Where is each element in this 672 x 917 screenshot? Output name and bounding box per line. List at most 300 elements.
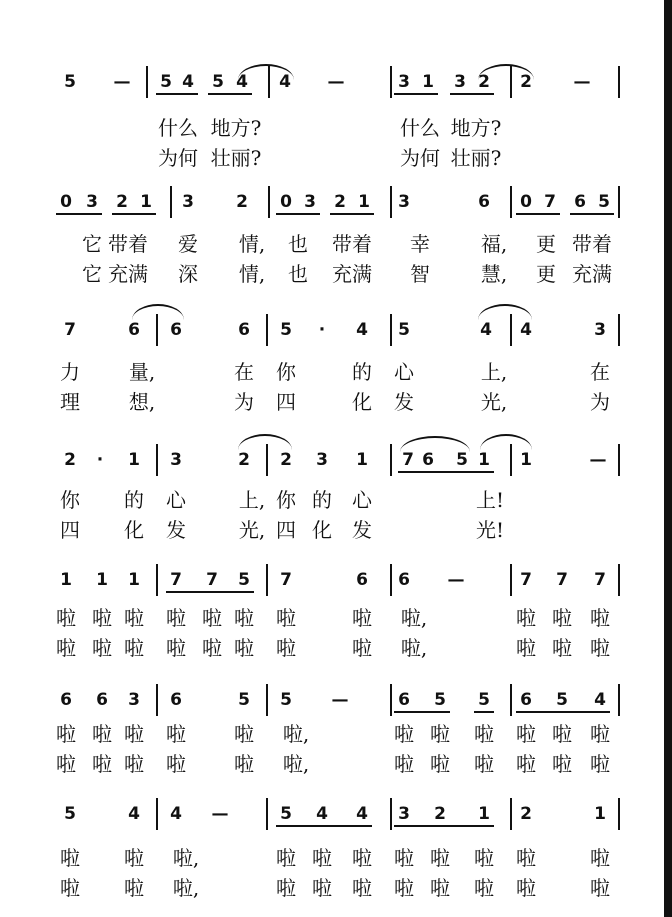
note: 4	[520, 320, 532, 340]
lyric-text: 更	[536, 262, 556, 286]
note: 0	[280, 192, 292, 212]
lyric-text: 它	[82, 232, 102, 256]
lyric-text: 四	[60, 518, 80, 542]
lyric-text: 为何	[400, 146, 440, 170]
note: 1	[594, 804, 606, 824]
note: 6	[574, 192, 586, 212]
lyric-text: 啦	[56, 606, 76, 630]
beam-underline	[330, 213, 374, 215]
notes-line	[0, 62, 672, 102]
lyric-text: 你	[60, 488, 80, 512]
lyrics-line-4a	[0, 488, 672, 516]
note: 3	[304, 192, 316, 212]
bar-line	[268, 186, 270, 218]
note: 6	[398, 690, 410, 710]
notes-line	[0, 440, 672, 480]
lyric-text: 心	[352, 488, 372, 512]
note: 6	[96, 690, 108, 710]
note: 2	[434, 804, 446, 824]
note: 1	[128, 450, 140, 470]
lyric-text: 地方?	[450, 116, 502, 140]
bar-line	[390, 564, 392, 596]
tie-arc	[400, 436, 470, 452]
lyric-text: 啦	[234, 636, 254, 660]
lyrics-line-6b	[0, 752, 672, 780]
lyric-text: 心	[394, 360, 414, 384]
lyric-text: 为	[234, 390, 254, 414]
score-row-2	[0, 182, 672, 222]
tie-arc	[478, 304, 532, 320]
bar-line	[146, 66, 148, 98]
lyric-text: 啦	[124, 846, 144, 870]
lyric-text: 啦	[430, 752, 450, 776]
lyric-text: 发	[166, 518, 186, 542]
note: 3	[454, 72, 466, 92]
lyric-text: 啦	[552, 722, 572, 746]
note: 1	[478, 450, 490, 470]
note: 7	[544, 192, 556, 212]
note: 4	[316, 804, 328, 824]
bar-line	[618, 564, 620, 596]
lyric-text: 力	[60, 360, 80, 384]
note: 6	[422, 450, 434, 470]
lyric-text: 什么	[400, 116, 440, 140]
bar-line	[156, 798, 158, 830]
note: 2	[334, 192, 346, 212]
note: 2	[64, 450, 76, 470]
note: 6	[60, 690, 72, 710]
lyric-text: 啦	[92, 752, 112, 776]
note: 3	[182, 192, 194, 212]
lyric-text: 发	[394, 390, 414, 414]
bar-line	[266, 314, 268, 346]
lyric-text: 慧,	[480, 262, 508, 286]
lyric-text: 啦	[60, 876, 80, 900]
lyric-text: 啦	[352, 846, 372, 870]
note: 3	[398, 72, 410, 92]
lyric-text: 啦	[552, 752, 572, 776]
lyric-text: 为	[590, 390, 610, 414]
lyric-text: 化	[312, 518, 332, 542]
note: 4	[236, 72, 248, 92]
lyric-text: 啦	[474, 722, 494, 746]
bar-line	[510, 564, 512, 596]
beam-underline	[56, 213, 102, 215]
lyrics-line-6a	[0, 722, 672, 750]
note: 5	[280, 320, 292, 340]
note: 6	[128, 320, 140, 340]
lyric-text: 啦	[276, 876, 296, 900]
lyric-text: 它	[82, 262, 102, 286]
beam-underline	[552, 711, 610, 713]
note: 3	[86, 192, 98, 212]
lyric-text: 带着	[572, 232, 612, 256]
note: 7	[170, 570, 182, 590]
lyric-text: 的	[124, 488, 144, 512]
lyrics-line-5a	[0, 606, 672, 634]
lyric-text: 光,	[480, 390, 508, 414]
lyric-text: 啦	[276, 846, 296, 870]
lyric-text: 四	[276, 390, 296, 414]
lyric-text: 啦	[166, 752, 186, 776]
note: 7	[520, 570, 532, 590]
lyric-text: 啦	[276, 606, 296, 630]
note: 2	[280, 450, 292, 470]
lyric-text: 啦	[202, 606, 222, 630]
lyric-text: 在	[590, 360, 610, 384]
lyric-text: 的	[312, 488, 332, 512]
lyric-text: 啦,	[400, 636, 428, 660]
beam-underline	[112, 213, 156, 215]
lyric-text: 啦	[56, 722, 76, 746]
bar-line	[390, 66, 392, 98]
lyric-text: 啦	[352, 636, 372, 660]
lyric-text: 更	[536, 232, 556, 256]
note: 2	[478, 72, 490, 92]
lyric-text: 为何	[158, 146, 198, 170]
tie-arc	[480, 434, 532, 450]
lyric-text: 啦	[590, 876, 610, 900]
bar-line	[390, 186, 392, 218]
lyric-text: 啦	[166, 606, 186, 630]
bar-line	[170, 186, 172, 218]
note: 5	[280, 690, 292, 710]
beam-underline	[398, 471, 494, 473]
lyric-text: 啦	[590, 606, 610, 630]
note: 1	[96, 570, 108, 590]
bar-line	[618, 684, 620, 716]
lyric-text: 啦	[202, 636, 222, 660]
tie-arc	[238, 64, 294, 80]
lyrics-line-2b	[0, 262, 672, 290]
lyric-text: 化	[352, 390, 372, 414]
note: 4	[356, 804, 368, 824]
note: 7	[556, 570, 568, 590]
bar-line	[266, 684, 268, 716]
lyric-text: 也	[288, 262, 308, 286]
lyric-text: 啦,	[172, 876, 200, 900]
lyric-text: 啦	[590, 752, 610, 776]
lyrics-line-3b	[0, 390, 672, 418]
lyric-text: 上!	[475, 488, 505, 512]
notes-line	[0, 794, 672, 834]
bar-line	[390, 684, 392, 716]
lyric-text: 啦	[352, 876, 372, 900]
lyric-text: 光!	[475, 518, 505, 542]
lyric-text: 啦	[394, 876, 414, 900]
note: 5	[212, 72, 224, 92]
note: 5	[238, 690, 250, 710]
lyrics-line-7a	[0, 846, 672, 874]
beam-underline	[516, 213, 560, 215]
score-row-7	[0, 794, 672, 834]
note: 0	[520, 192, 532, 212]
note: 5	[280, 804, 292, 824]
bar-line	[390, 314, 392, 346]
lyrics-line-3a	[0, 360, 672, 388]
lyric-text: 啦	[166, 636, 186, 660]
lyric-text: 啦	[474, 876, 494, 900]
bar-line	[510, 186, 512, 218]
lyric-text: 啦	[56, 752, 76, 776]
lyrics-line-1b	[0, 146, 672, 174]
lyric-text: 啦	[552, 636, 572, 660]
lyric-text: 上,	[480, 360, 508, 384]
note: 2	[116, 192, 128, 212]
score-row-4	[0, 440, 672, 480]
lyric-text: 啦	[516, 606, 536, 630]
note: 4	[279, 72, 291, 92]
note: 3	[128, 690, 140, 710]
lyric-text: 光,	[238, 518, 266, 542]
beam-underline	[394, 93, 438, 95]
beam-underline	[570, 213, 614, 215]
lyric-text: 啦	[394, 752, 414, 776]
bar-line	[156, 564, 158, 596]
lyric-text: 啦	[60, 846, 80, 870]
beam-underline	[394, 711, 450, 713]
lyric-text: 啦	[124, 752, 144, 776]
note: —	[589, 450, 607, 470]
note: —	[331, 690, 349, 710]
note: 0	[60, 192, 72, 212]
lyric-text: 啦	[312, 876, 332, 900]
lyric-text: 啦	[234, 722, 254, 746]
lyric-text: 壮丽?	[450, 146, 502, 170]
lyric-text: 量,	[128, 360, 156, 384]
lyric-text: 化	[124, 518, 144, 542]
note: 6	[170, 690, 182, 710]
bar-line	[510, 798, 512, 830]
lyric-text: 爱	[178, 232, 198, 256]
lyric-text: 充满	[108, 262, 148, 286]
note: 4	[128, 804, 140, 824]
note: 5	[478, 690, 490, 710]
lyrics-line-5b	[0, 636, 672, 664]
note: 6	[238, 320, 250, 340]
lyric-text: 啦	[124, 876, 144, 900]
lyric-text: 上,	[238, 488, 266, 512]
lyric-text: 啦	[124, 722, 144, 746]
lyric-text: 福,	[480, 232, 508, 256]
note: 5	[598, 192, 610, 212]
lyric-text: 什么	[158, 116, 198, 140]
lyric-text: 啦	[590, 722, 610, 746]
note: 1	[358, 192, 370, 212]
lyric-text: 理	[60, 390, 80, 414]
note: 3	[398, 804, 410, 824]
lyric-text: 啦	[474, 846, 494, 870]
note: —	[327, 72, 345, 92]
lyric-text: 啦	[92, 606, 112, 630]
score-row-3	[0, 310, 672, 350]
lyric-text: 啦	[276, 636, 296, 660]
lyric-text: 啦	[312, 846, 332, 870]
lyric-text: 啦	[394, 846, 414, 870]
note: 4	[480, 320, 492, 340]
beam-underline	[208, 93, 252, 95]
lyric-text: 四	[276, 518, 296, 542]
lyric-text: 啦	[516, 636, 536, 660]
beam-underline	[156, 93, 198, 95]
note: 1	[128, 570, 140, 590]
bar-line	[390, 444, 392, 476]
lyric-text: 你	[276, 488, 296, 512]
lyric-text: 想,	[128, 390, 156, 414]
lyric-text: 情,	[238, 262, 266, 286]
lyric-text: 啦	[56, 636, 76, 660]
note: 6	[520, 690, 532, 710]
note: 7	[402, 450, 414, 470]
bar-line	[618, 798, 620, 830]
note: 6	[356, 570, 368, 590]
beam-underline	[202, 591, 254, 593]
notes-line	[0, 182, 672, 222]
lyric-text: 智	[410, 262, 430, 286]
lyric-text: 啦	[516, 722, 536, 746]
lyric-text: 啦	[124, 636, 144, 660]
notes-line	[0, 680, 672, 720]
beam-underline	[276, 213, 320, 215]
lyric-text: 啦	[92, 722, 112, 746]
lyric-text: 啦	[590, 636, 610, 660]
lyric-text: 啦	[430, 876, 450, 900]
note: 5	[556, 690, 568, 710]
note: 5	[160, 72, 172, 92]
note: 1	[478, 804, 490, 824]
note: 3	[594, 320, 606, 340]
bar-line	[618, 186, 620, 218]
bar-line	[156, 444, 158, 476]
bar-line	[156, 684, 158, 716]
lyric-text: 啦	[352, 606, 372, 630]
note: 7	[594, 570, 606, 590]
score-row-5	[0, 560, 672, 600]
lyric-text: 啦	[516, 876, 536, 900]
score-row-6	[0, 680, 672, 720]
lyric-text: 啦	[430, 722, 450, 746]
lyric-text: 啦	[590, 846, 610, 870]
note: 3	[316, 450, 328, 470]
bar-line	[618, 444, 620, 476]
bar-line	[390, 798, 392, 830]
note: 3	[170, 450, 182, 470]
lyric-text: 壮丽?	[210, 146, 262, 170]
note: 1	[422, 72, 434, 92]
lyric-text: 啦	[234, 606, 254, 630]
notes-line	[0, 560, 672, 600]
lyric-text: 情,	[238, 232, 266, 256]
lyric-text: 带着	[108, 232, 148, 256]
lyrics-line-4b	[0, 518, 672, 546]
note: 5	[238, 570, 250, 590]
bar-line	[510, 684, 512, 716]
note: 5	[398, 320, 410, 340]
lyric-text: 啦,	[172, 846, 200, 870]
note: 4	[182, 72, 194, 92]
note: —	[573, 72, 591, 92]
lyric-text: 啦	[166, 722, 186, 746]
note: 4	[170, 804, 182, 824]
lyric-text: 啦	[394, 722, 414, 746]
note: —	[113, 72, 131, 92]
bar-line	[266, 564, 268, 596]
note: 5	[434, 690, 446, 710]
bar-line	[618, 314, 620, 346]
note: 2	[236, 192, 248, 212]
lyric-text: 啦,	[400, 606, 428, 630]
lyric-text: 心	[166, 488, 186, 512]
beam-underline	[474, 711, 494, 713]
bar-line	[266, 798, 268, 830]
lyric-text: 啦	[234, 752, 254, 776]
note: 5	[64, 72, 76, 92]
lyric-text: 幸	[410, 232, 430, 256]
note: 5	[64, 804, 76, 824]
lyric-text: 也	[288, 232, 308, 256]
note: 2	[520, 72, 532, 92]
beam-underline	[312, 825, 372, 827]
lyric-text: 地方?	[210, 116, 262, 140]
lyrics-line-7b	[0, 876, 672, 904]
note: 2	[238, 450, 250, 470]
lyric-text: 在	[234, 360, 254, 384]
lyric-text: 啦	[516, 846, 536, 870]
note: 1	[356, 450, 368, 470]
lyric-text: 深	[178, 262, 198, 286]
note: 1	[520, 450, 532, 470]
lyric-text: 充满	[572, 262, 612, 286]
note: 1	[140, 192, 152, 212]
note: 5	[456, 450, 468, 470]
note: —	[447, 570, 465, 590]
note: 6	[170, 320, 182, 340]
lyric-text: 啦	[516, 752, 536, 776]
note: 4	[356, 320, 368, 340]
note: 4	[594, 690, 606, 710]
note: 6	[478, 192, 490, 212]
lyric-text: 啦	[552, 606, 572, 630]
beam-underline	[450, 93, 494, 95]
note: 7	[64, 320, 76, 340]
note: ·	[318, 320, 326, 340]
tie-arc	[132, 304, 184, 320]
beam-underline	[430, 825, 494, 827]
bar-line	[618, 66, 620, 98]
tie-arc	[238, 434, 292, 450]
note: 6	[398, 570, 410, 590]
lyric-text: 啦	[92, 636, 112, 660]
tie-arc	[478, 64, 534, 80]
lyric-text: 带着	[332, 232, 372, 256]
note: —	[211, 804, 229, 824]
lyric-text: 啦,	[282, 752, 310, 776]
notes-line	[0, 310, 672, 350]
score-row-1	[0, 62, 672, 102]
lyric-text: 啦	[124, 606, 144, 630]
lyric-text: 的	[352, 360, 372, 384]
lyric-text: 充满	[332, 262, 372, 286]
note: 7	[280, 570, 292, 590]
note: 2	[520, 804, 532, 824]
note: 7	[206, 570, 218, 590]
lyric-text: 啦	[430, 846, 450, 870]
lyric-text: 啦,	[282, 722, 310, 746]
lyric-text: 啦	[474, 752, 494, 776]
lyric-text: 发	[352, 518, 372, 542]
lyric-text: 你	[276, 360, 296, 384]
note: ·	[96, 450, 104, 470]
